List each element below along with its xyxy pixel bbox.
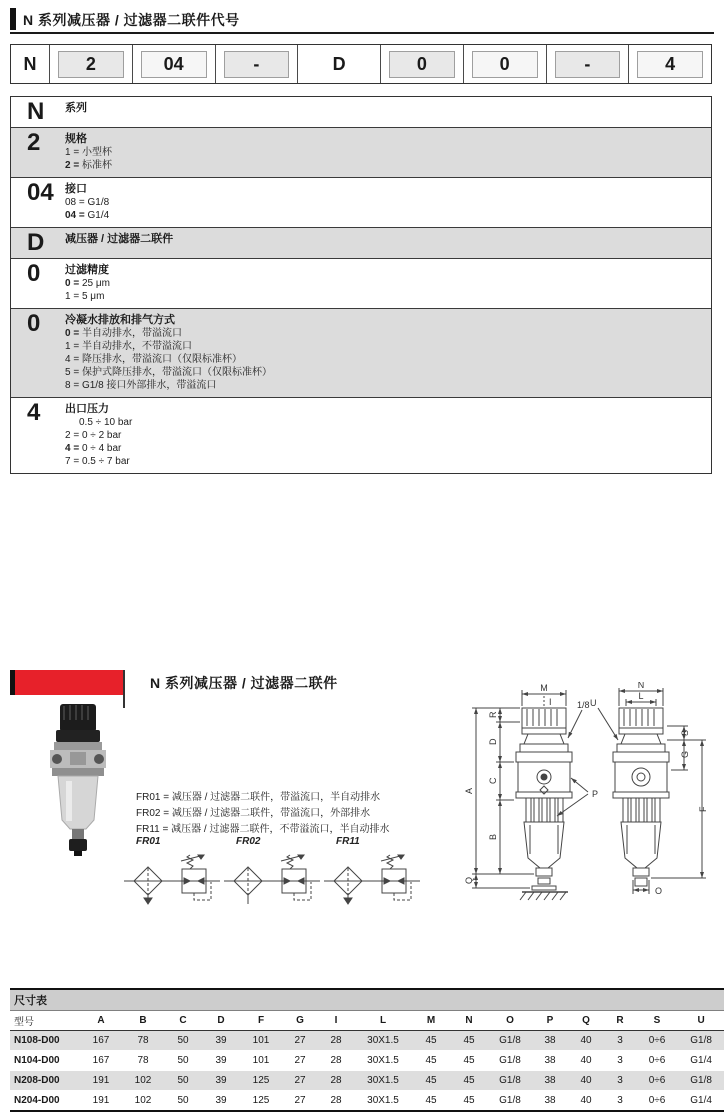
code-value: 04 (27, 179, 54, 206)
code-option: 1 = 半自动排水，不带溢流口 (65, 341, 192, 352)
dim-value: 39 (202, 1051, 240, 1071)
code-option: 0.5 ÷ 10 bar (79, 417, 133, 428)
dim-value: 45 (450, 1051, 488, 1071)
dim-value: 167 (80, 1051, 122, 1071)
dim-value: 28 (318, 1091, 354, 1112)
dim-column-header: M (412, 1011, 450, 1031)
dim-table-row (10, 1031, 724, 1051)
dim-column-header: A (80, 1011, 122, 1031)
dim-value: 38 (532, 1071, 568, 1091)
code-option: 2 = 标准杯 (65, 160, 112, 171)
dim-label-O: O (655, 886, 663, 896)
code-value: 2 (27, 129, 41, 156)
code-option: 0 = 半自动排水，带溢流口 (65, 328, 182, 339)
dim-value: 101 (240, 1031, 282, 1051)
dim-column-header: 型号 (10, 1011, 80, 1031)
dim-table-wrap (10, 988, 714, 1112)
code-row-title: 冷凝水排放和排气方式 (65, 314, 175, 326)
dim-column-header: C (164, 1011, 202, 1031)
dim-value: 30X1.5 (354, 1091, 412, 1112)
dim-label-Q: Q (464, 876, 474, 884)
dim-label-I: I (549, 697, 552, 707)
dim-column-header: O (488, 1011, 532, 1031)
page-header (10, 8, 714, 34)
dim-value: 50 (164, 1051, 202, 1071)
model-code: N208-D00 (10, 1071, 80, 1091)
dim-value: 45 (412, 1071, 450, 1091)
dim-value: 28 (318, 1031, 354, 1051)
dim-value: 0÷6 (636, 1051, 678, 1071)
filter-regulator-symbol (324, 847, 420, 905)
dim-value: 45 (412, 1051, 450, 1071)
code-cell: 0 (381, 45, 464, 83)
dim-value: 45 (412, 1091, 450, 1112)
dim-value: 50 (164, 1091, 202, 1112)
fr-description-line: FR01 = 减压器 / 过滤器二联件，带溢流口，半自动排水 (136, 792, 381, 803)
code-cell: 0 (464, 45, 547, 83)
page-title: N 系列减压器 / 过滤器二联件代号 (23, 12, 240, 28)
dim-column-header: S (636, 1011, 678, 1031)
dim-column-header: N (450, 1011, 488, 1031)
code-value: 4 (27, 399, 41, 426)
code-option: 0 = 25 μm (65, 278, 110, 289)
symbol-label: FR02 (236, 836, 261, 847)
dim-value: 45 (450, 1091, 488, 1112)
code-option: 2 = 0 ÷ 2 bar (65, 430, 122, 441)
dim-label-F: F (698, 806, 708, 812)
dim-value: 40 (568, 1031, 604, 1051)
code-cell: D (298, 45, 381, 83)
code-row (11, 227, 711, 258)
code-option: 04 = G1/4 (65, 210, 110, 221)
code-option: 4 = 降压排水，带溢流口（仅限标准杯） (65, 354, 242, 365)
dim-label-B: B (488, 833, 498, 840)
dim-value: 102 (122, 1071, 164, 1091)
dim-table-title: 尺寸表 (10, 989, 724, 1011)
dim-column-header: I (318, 1011, 354, 1031)
model-code: N204-D00 (10, 1091, 80, 1112)
dim-value: G1/4 (678, 1091, 724, 1112)
dim-column-header: L (354, 1011, 412, 1031)
dim-label-L: L (638, 691, 644, 701)
dim-value: 45 (412, 1031, 450, 1051)
dim-label-S: S (680, 729, 690, 736)
dim-value: 27 (282, 1031, 318, 1051)
dim-value: 30X1.5 (354, 1071, 412, 1091)
dim-value: 45 (450, 1031, 488, 1051)
code-value: 0 (27, 310, 41, 337)
code-row (11, 258, 711, 308)
dim-value: 45 (450, 1071, 488, 1091)
code-row (11, 97, 711, 127)
dim-label-P: P (592, 789, 599, 799)
dim-value: G1/8 (488, 1051, 532, 1071)
dim-label-G: G (680, 750, 690, 758)
pneumatic-symbol (224, 836, 320, 905)
dim-label-C: C (488, 777, 498, 784)
dim-value: 39 (202, 1071, 240, 1091)
code-cell: 04 (133, 45, 216, 83)
dim-value: 101 (240, 1051, 282, 1071)
dim-label-R: R (488, 711, 498, 718)
symbol-label: FR11 (336, 836, 360, 847)
code-cell: N (11, 45, 50, 83)
code-option: 1 = 5 μm (65, 291, 105, 302)
code-value: D (27, 229, 45, 256)
dim-value: G1/8 (488, 1091, 532, 1112)
code-row-title: 接口 (65, 183, 87, 195)
model-code: N108-D00 (10, 1031, 80, 1051)
dim-value: 0÷6 (636, 1091, 678, 1112)
section-divider-line (123, 670, 125, 708)
fr-text (136, 790, 389, 838)
dim-table-row (10, 1071, 724, 1091)
dim-value: 3 (604, 1091, 636, 1112)
dim-value: G1/8 (488, 1071, 532, 1091)
code-row-title: 系列 (65, 102, 87, 114)
dim-label-1-8: 1/8 (577, 700, 590, 710)
dim-column-header: D (202, 1011, 240, 1031)
dim-label-U: U (590, 698, 597, 708)
section-title: N 系列减压器 / 过滤器二联件 (150, 675, 338, 691)
dim-value: 40 (568, 1071, 604, 1091)
dim-value: 191 (80, 1091, 122, 1112)
code-value: 0 (27, 260, 41, 287)
code-row-title: 减压器 / 过滤器二联件 (65, 233, 174, 245)
code-option: 7 = 0.5 ÷ 7 bar (65, 456, 130, 467)
dim-value: 0÷6 (636, 1031, 678, 1051)
fr-symbols (124, 836, 420, 905)
dim-value: 3 (604, 1071, 636, 1091)
code-row (11, 308, 711, 397)
dim-label-N: N (637, 682, 645, 690)
dim-column-header: R (604, 1011, 636, 1031)
dim-value: G1/8 (678, 1071, 724, 1091)
dim-value: 191 (80, 1071, 122, 1091)
dim-column-header: Q (568, 1011, 604, 1031)
dim-value: 167 (80, 1031, 122, 1051)
code-row-title: 过滤精度 (65, 264, 109, 276)
dim-value: 28 (318, 1051, 354, 1071)
dim-value: 125 (240, 1071, 282, 1091)
dim-value: 38 (532, 1051, 568, 1071)
dim-column-header: U (678, 1011, 724, 1031)
code-row (11, 127, 711, 177)
dim-value: G1/4 (678, 1051, 724, 1071)
code-option: 8 = G1/8 接口外部排水，带溢流口 (65, 380, 217, 391)
header-accent-bar (10, 8, 16, 30)
code-strip (10, 44, 712, 84)
fr-description-line: FR02 = 减压器 / 过滤器二联件，带溢流口，外部排水 (136, 808, 371, 819)
dim-value: 30X1.5 (354, 1051, 412, 1071)
product-photo (36, 698, 120, 863)
dim-value: 50 (164, 1031, 202, 1051)
dim-value: 78 (122, 1031, 164, 1051)
dim-value: 40 (568, 1091, 604, 1112)
code-option: 1 = 小型杯 (65, 147, 112, 158)
dim-value: 78 (122, 1051, 164, 1071)
pneumatic-symbol (124, 836, 220, 905)
model-code: N104-D00 (10, 1051, 80, 1071)
filter-regulator-image (36, 698, 120, 858)
dim-column-header: G (282, 1011, 318, 1031)
code-option: 08 = G1/8 (65, 197, 110, 208)
code-row (11, 397, 711, 473)
dim-value: 125 (240, 1091, 282, 1112)
dim-column-header: F (240, 1011, 282, 1031)
dim-value: 39 (202, 1091, 240, 1112)
code-row-title: 出口压力 (65, 403, 109, 415)
dim-label-A: A (464, 787, 474, 794)
dim-value: 30X1.5 (354, 1031, 412, 1051)
dim-value: 39 (202, 1031, 240, 1051)
code-row-title: 规格 (65, 133, 87, 145)
fr-description-line: FR11 = 减压器 / 过滤器二联件，不带溢流口，半自动排水 (136, 824, 390, 835)
dim-value: 102 (122, 1091, 164, 1112)
dim-label-D: D (488, 738, 498, 745)
dim-table (10, 988, 724, 1112)
dim-value: 27 (282, 1091, 318, 1112)
dim-label-M: M (540, 683, 548, 693)
dim-value: 27 (282, 1051, 318, 1071)
code-option: 4 = 0 ÷ 4 bar (65, 443, 122, 454)
dim-value: 38 (532, 1091, 568, 1112)
dim-value: 27 (282, 1071, 318, 1091)
code-table (10, 96, 712, 474)
dim-value: 40 (568, 1051, 604, 1071)
section-red-block (15, 670, 123, 695)
code-cell: - (547, 45, 630, 83)
code-cell: 2 (50, 45, 133, 83)
code-option: 5 = 保护式降压排水，带溢流口（仅限标准杯） (65, 367, 272, 378)
code-cell: - (216, 45, 299, 83)
dim-value: 50 (164, 1071, 202, 1091)
dimension-drawing-side (576, 682, 722, 913)
dim-value: 0÷6 (636, 1071, 678, 1091)
filter-regulator-symbol (124, 847, 220, 905)
dim-table-row (10, 1091, 724, 1112)
symbol-label: FR01 (136, 836, 161, 847)
dim-value: 38 (532, 1031, 568, 1051)
dim-column-header: B (122, 1011, 164, 1031)
dim-table-row (10, 1051, 724, 1071)
code-cell: 4 (629, 45, 711, 83)
dim-value: 28 (318, 1071, 354, 1091)
code-row (11, 177, 711, 227)
dim-column-header: P (532, 1011, 568, 1031)
filter-regulator-symbol (224, 847, 320, 905)
dim-value: G1/8 (678, 1031, 724, 1051)
pneumatic-symbol (324, 836, 420, 905)
dim-value: 3 (604, 1031, 636, 1051)
dim-value: 3 (604, 1051, 636, 1071)
dim-value: G1/8 (488, 1031, 532, 1051)
code-value: N (27, 98, 45, 125)
